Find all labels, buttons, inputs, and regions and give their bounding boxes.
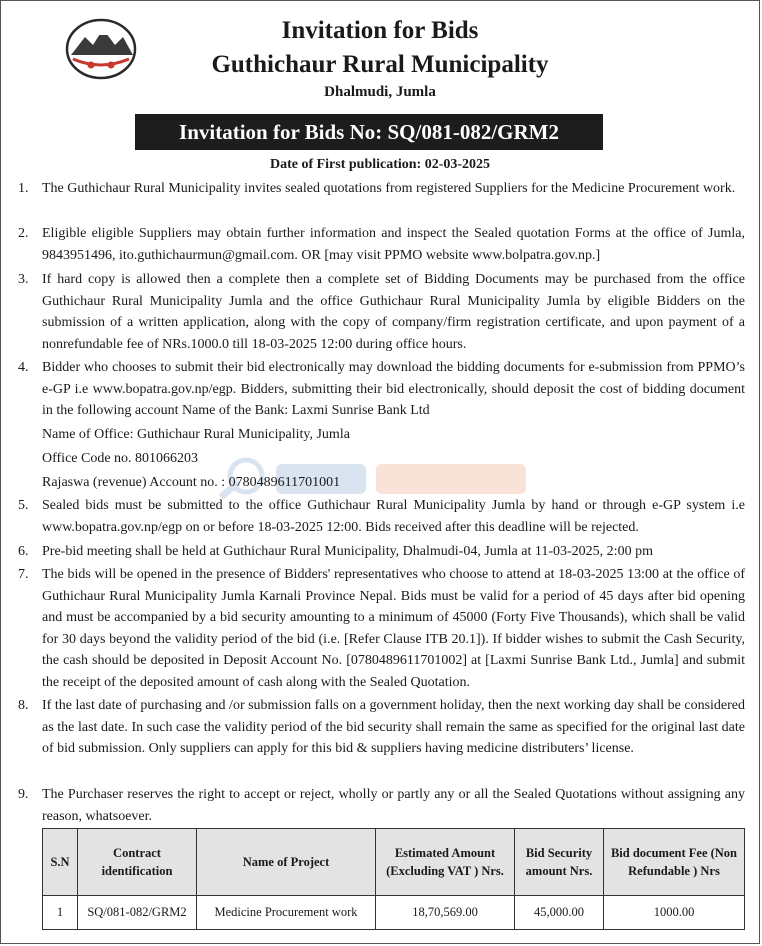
clause-5: 5. Sealed bids must be submitted to the office Guthichaur Rural Municipality Jumla by hand or through e-GP system i.e www.bopatra.gov.np/egp on or before 18-03-2025 12:00. Bids received after this deadline will be rejected.: [18, 498, 745, 535]
bid-number-banner: Invitation for Bids No: SQ/081-082/GRM2: [135, 114, 603, 150]
header-document-fee: Bid document Fee (Non Refundable ) Nrs: [604, 829, 745, 896]
clause-8: 8. If the last date of purchasing and /or submission falls on a government holiday, then the next working day shall be considered as the last date. In such case the validity period of the bid security shall remain the same as specified for the original last date of bid submission. Only suppliers can apply for this bid & suppliers having medicine distributers’ license.: [18, 698, 745, 756]
table-row: [43, 896, 745, 930]
clause-2: 2. Eligible eligible Suppliers may obtain further information and inspect the Sealed quotation Forms at the office of Jumla, 9843951496, ito.guthichaurmun@gmail.com. OR [may visit PPMO website www.bolpatra.gov.np.]: [18, 226, 745, 263]
header-estimated-amount: Estimated Amount (Excluding VAT ) Nrs.: [376, 829, 515, 896]
clause-4: 4. Bidder who chooses to submit their bid electronically may download the bidding documents for e-submission from PPMO’s e-GP i.e www.bopatra.gov.np/egp. Bidders, submitting their bid electronically, should deposit the cost of bidding document in the following account Name of the Bank: Laxmi Sunrise Bank Ltd: [18, 360, 745, 418]
office-code-line: Office Code no. 801066203: [42, 451, 199, 466]
cell-bid-security: 45,000.00: [515, 896, 604, 930]
cell-contract-id: SQ/081-082/GRM2: [78, 896, 197, 930]
header-contract-id: Contract identification: [78, 829, 197, 896]
organization-name: Guthichaur Rural Municipality: [211, 51, 549, 78]
header-sn: S.N: [43, 829, 78, 896]
cell-document-fee: 1000.00: [604, 896, 745, 930]
header-bid-security: Bid Security amount Nrs.: [515, 829, 604, 896]
office-name-line: Name of Office: Guthichaur Rural Municipality, Jumla: [42, 427, 350, 442]
cell-estimated-amount: 18,70,569.00: [376, 896, 515, 930]
header-project-name: Name of Project: [197, 829, 376, 896]
clause-7: 7. The bids will be opened in the presence of Bidders' representatives who choose to attend at 18-03-2025 13:00 at the office of Guthichaur Rural Municipality Jumla Karnali Province Nepal. Bids must be valid for a period of 45 days after bid opening and must be accompanied by a bid security amounting to a minimum of 45000 (Forty Five Thousands), which shall be valid for 30 days beyond the validity period of the bid (i.e. [Refer Clause ITB 20.1]). If bidder wishes to submit the Cash Security, the cash should be deposited in Deposit Account No. [0780489611701002] at [Laxmi Sunrise Bank Ltd., Jumla] and submit the receipt of the deposited amount of cash along with the Sealed Quotation.: [18, 567, 745, 690]
clause-6: 6. Pre-bid meeting shall be held at Guthichaur Rural Municipality, Dhalmudi-04, Jumla at 11-03-2025, 2:00 pm: [18, 544, 653, 559]
clause-3: 3. If hard copy is allowed then a complete then a complete set of Bidding Documents may be purchased from the office Guthichaur Rural Municipality Jumla and the office Guthichaur Rural Municipality Jumla by eligible Bidders on the submission of a written application, along with the copy of company/firm registration certificate, and upon payment of a nonrefundable fee of NRs.1000.0 till 18-03-2025 12:00 during office hours.: [18, 272, 745, 352]
clause-9: 9. The Purchaser reserves the right to accept or reject, wholly or partly any or all the Sealed Quotations without assigning any reason, whatsoever.: [18, 787, 745, 824]
page-title: Invitation for Bids: [281, 17, 479, 44]
publication-date: Date of First publication: 02-03-2025: [269, 157, 491, 172]
clause-1: 1. The Guthichaur Rural Municipality invites sealed quotations from registered Suppliers for the Medicine Procurement work.: [18, 181, 736, 196]
organization-location: Dhalmudi, Jumla: [324, 84, 436, 100]
cell-project-name: Medicine Procurement work: [197, 896, 376, 930]
revenue-account-line: Rajaswa (revenue) Account no. : 0780489611701001: [42, 475, 341, 490]
cell-sn: 1: [43, 896, 78, 930]
table-header-row: [43, 829, 745, 896]
bid-details-table: [42, 828, 745, 930]
